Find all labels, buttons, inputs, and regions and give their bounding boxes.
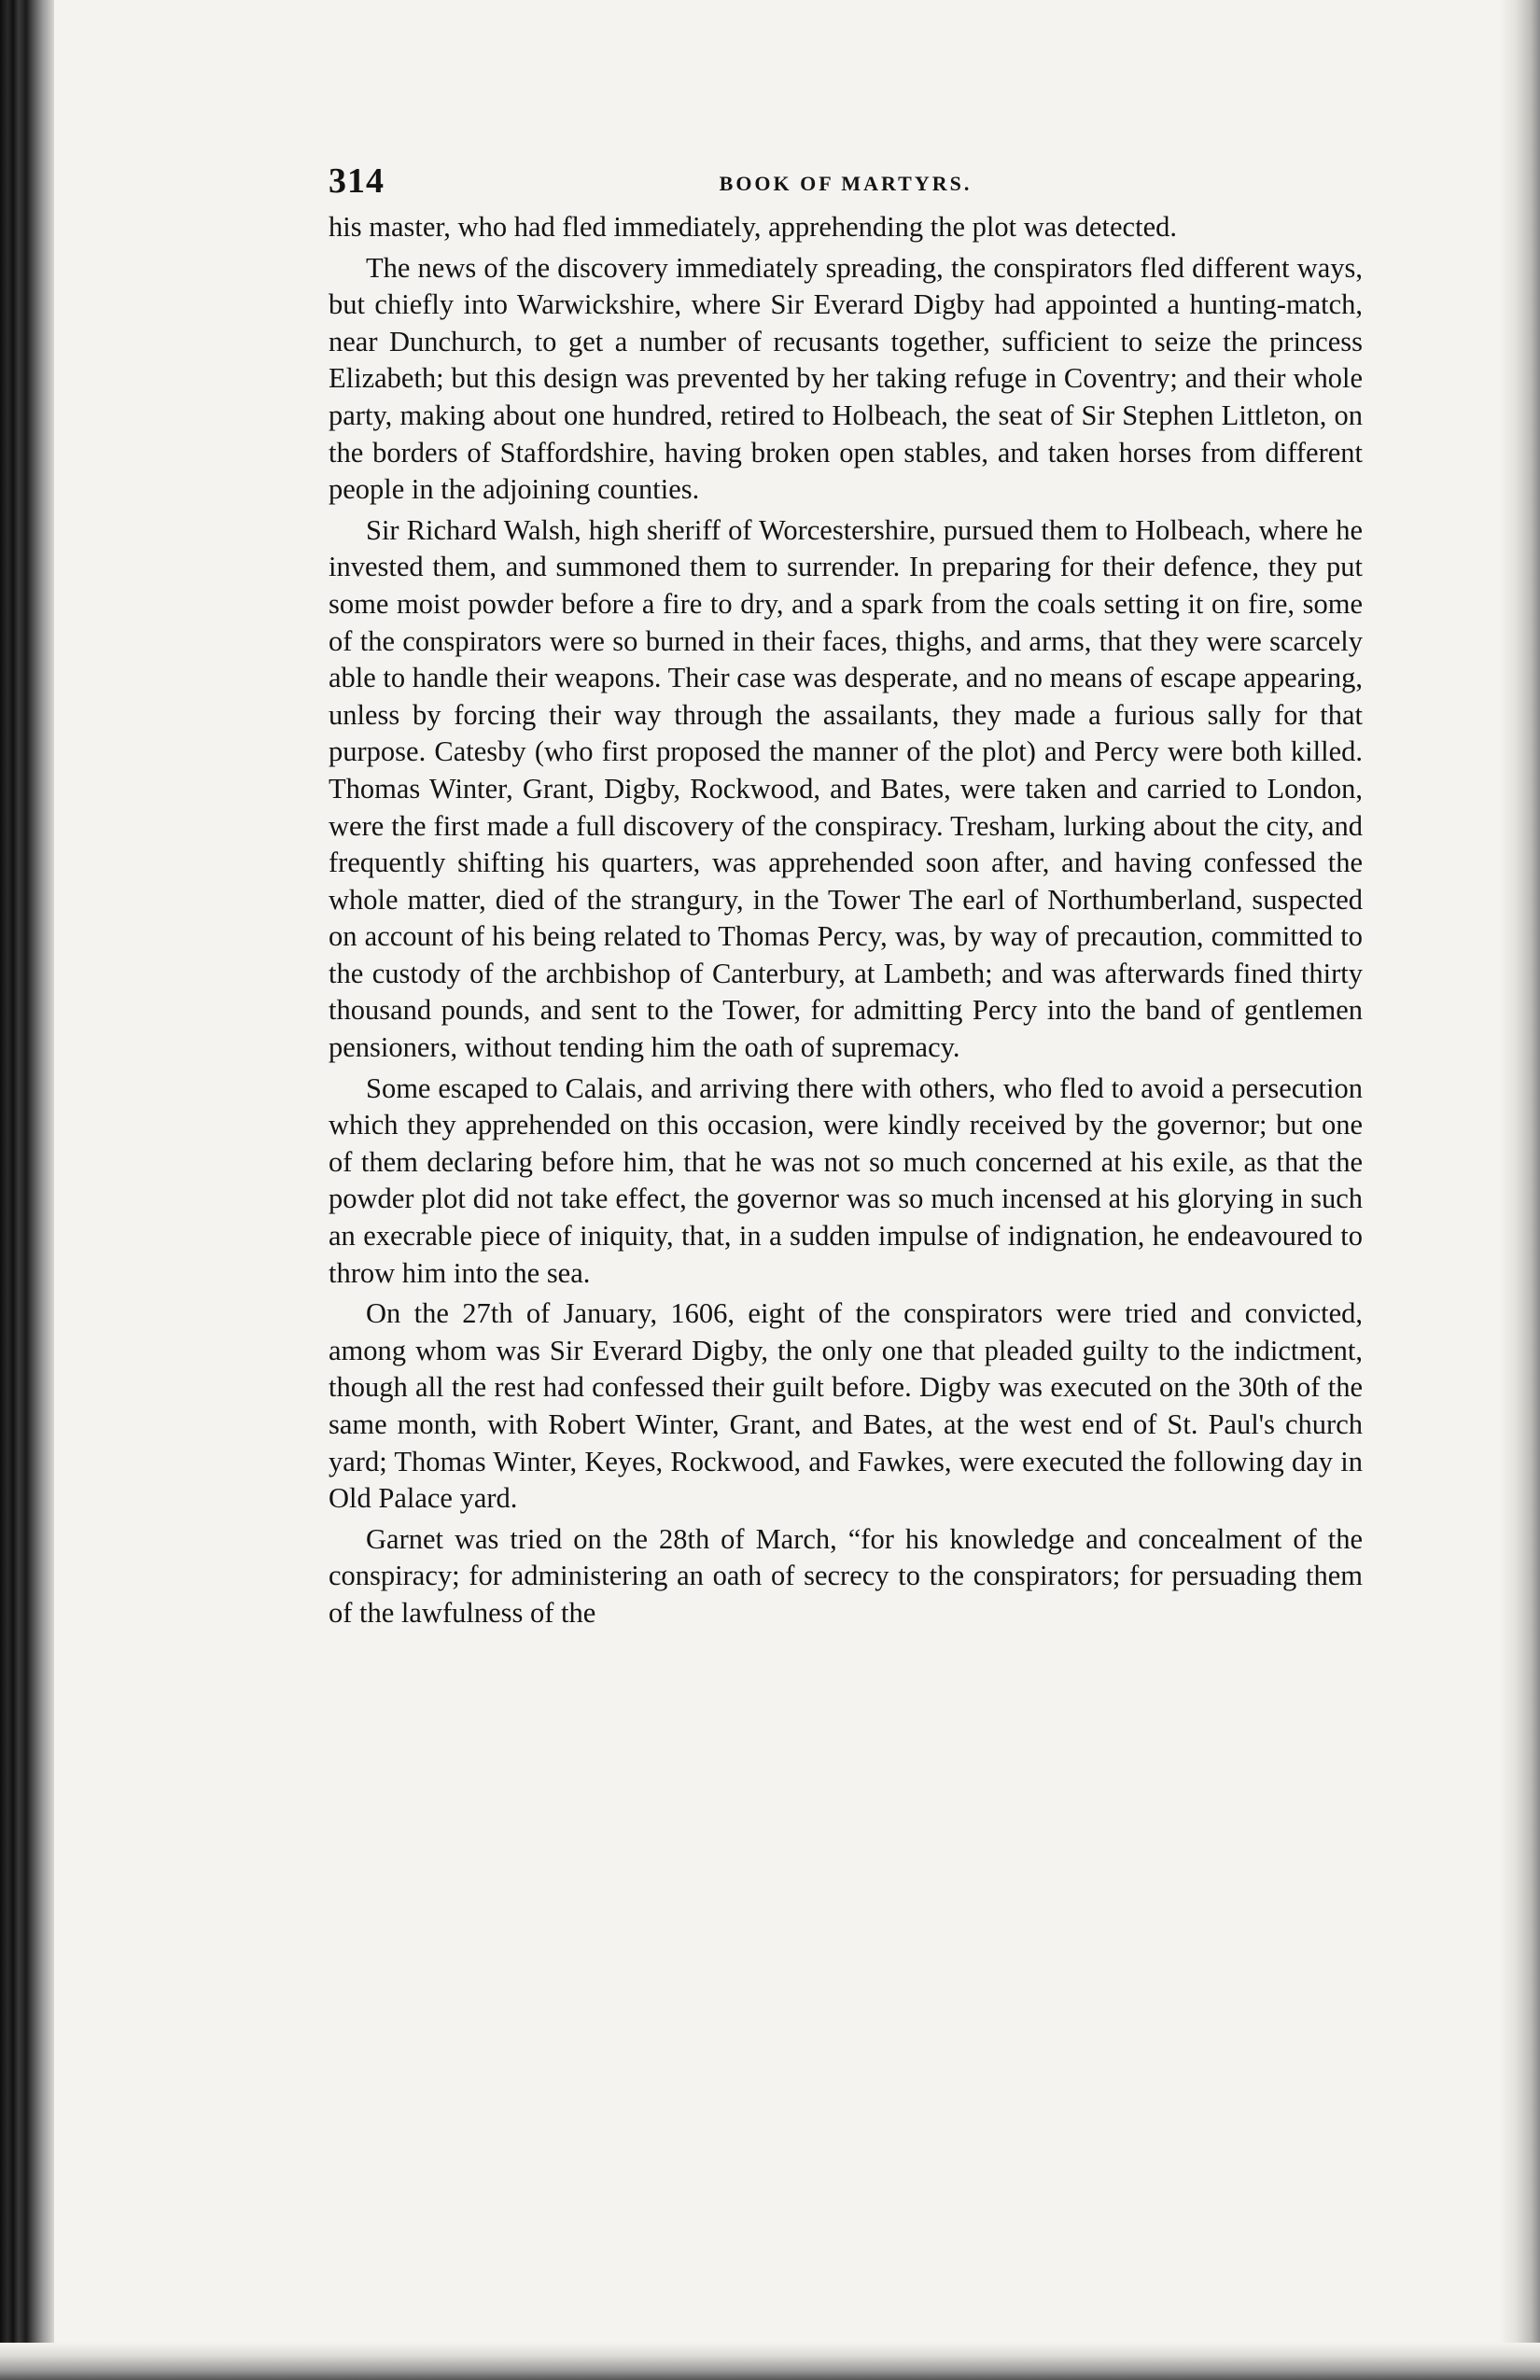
paragraph-trial-january: On the 27th of January, 1606, eight of the conspirators were tried and convicted, among whom was Sir Everard Digby, the only one that pleaded guilty to the indictment, though all the rest had confessed their guilt before. Digby was executed on the 30th of the same month, with Robert Winter, Grant, and Bates, at the west end of St. Paul's church yard; Thomas Winter, Keyes, Rockwood, and Fawkes, were executed the following day in Old Palace yard. xyxy=(329,1297,1363,1515)
page-edge-right xyxy=(1499,0,1540,2380)
running-title: BOOK OF MARTYRS. xyxy=(719,172,973,195)
text-body xyxy=(329,209,1363,1632)
page-edge-bottom xyxy=(0,2343,1540,2380)
paragraph-escape-to-calais: Some escaped to Calais, and arriving there with others, who fled to avoid a persecution which they apprehended on this occasion, were kindly received by the governor; but one of them declaring before him, that he was not so much concerned at his exile, as that the powder plot did not take effect, the governor was so much incensed at his glorying in such an execrable piece of iniquity, that, in a sudden impulse of indignation, he endeavoured to throw him into the sea. xyxy=(329,1071,1363,1289)
page-number: 314 xyxy=(329,161,385,201)
paragraph-continued: his master, who had fled immediately, apprehending the plot was detected. xyxy=(329,211,1177,243)
book-page xyxy=(329,161,1363,1632)
running-head xyxy=(329,161,1363,209)
paragraph-news-of-discovery: The news of the discovery immediately spreading, the conspirators fled different ways, but chiefly into Warwickshire, where Sir Everard Digby had appointed a hunting-match, near Dunchurch, to get a number of recusants together, sufficient to seize the princess Elizabeth; but this design was prevented by her taking refuge in Coventry; and their whole party, making about one hundred, retired to Holbeach, the seat of Sir Stephen Littleton, on the borders of Staffordshire, having broken open stables, and taken horses from different people in the adjoining counties. xyxy=(329,251,1363,506)
paragraph-garnet-trial: Garnet was tried on the 28th of March, “for his knowledge and concealment of the conspiracy; for administering an oath of secrecy to the conspirators; for persuading them of the lawfulness of the xyxy=(329,1522,1363,1629)
binding-shadow xyxy=(0,0,54,2380)
paragraph-sir-richard-walsh: Sir Richard Walsh, high sheriff of Worcestershire, pursued them to Holbeach, where he invested them, and summoned them to surrender. In preparing for their defence, they put some moist powder before a fire to dry, and a spark from the coals setting it on fire, some of the conspirators were so burned in their faces, thighs, and arms, that they were scarcely able to handle their weapons. Their case was desperate, and no means of escape appearing, unless by forcing their way through the assailants, they made a furious sally for that purpose. Catesby (who first proposed the manner of the plot) and Percy were both killed. Thomas Winter, Grant, Digby, Rockwood, and Bates, were taken and carried to London, were the first made a full discovery of the conspiracy. Tresham, lurking about the city, and frequently shifting his quarters, was apprehended soon after, and having confessed the whole matter, died of the strangury, in the Tower The earl of Northumberland, suspected on account of his being related to Thomas Percy, was, by way of precaution, committed to the custody of the archbishop of Canterbury, at Lambeth; and was afterwards fined thirty thousand pounds, and sent to the Tower, for admitting Percy into the band of gentlemen pensioners, without tending him the oath of supremacy. xyxy=(329,513,1363,1064)
